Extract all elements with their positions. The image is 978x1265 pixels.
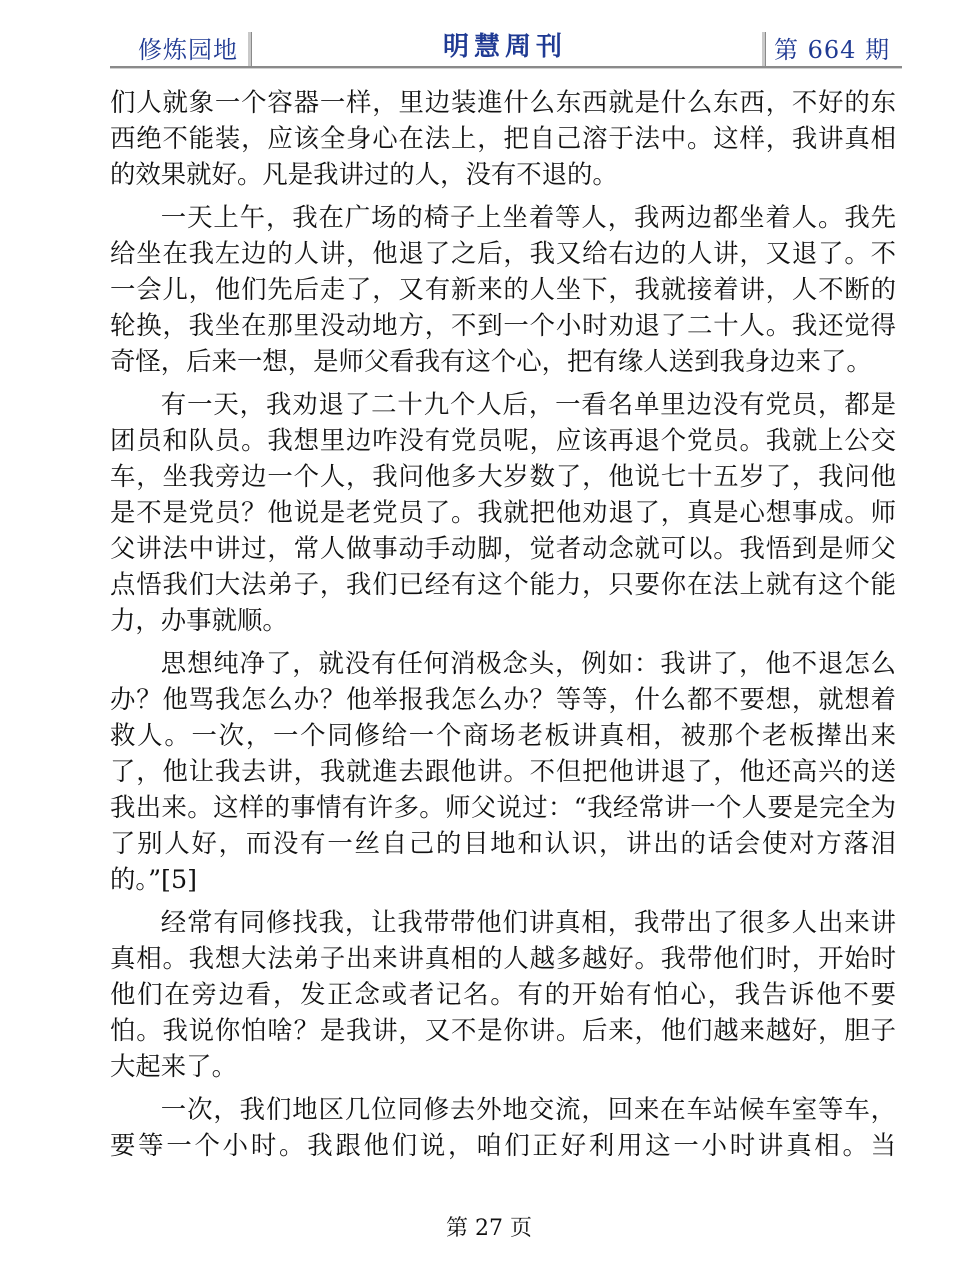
paragraph: 经常有同修找我，让我带带他们讲真相，我带出了很多人出来讲真相。我想大法弟子出来讲真相的人越多越好。我带他们时，开始时他们在旁边看，发正念或者记名。有的开始有怕心，我告诉他不要怕。我说你怕啥？是我讲，又不是你讲。后来，他们越来越好，胆子大起来了。 [110,907,896,1081]
paragraph: 一次，我们地区几位同修去外地交流，回来在车站候车室等车，要等一个小时。我跟他们说，咱们正好利用这一小时讲真相。当 [110,1094,896,1160]
paragraph: 们人就象一个容器一样，里边装進什么东西就是什么东西，不好的东西绝不能装，应该全身心在法上，把自己溶于法中。这样，我讲真相的效果就好。凡是我讲过的人，没有不退的。 [110,87,896,189]
paragraph: 有一天，我劝退了二十九个人后，一看名单里边没有党员，都是团员和队员。我想里边咋没有党员呢，应该再退个党员。我就上公交车，坐我旁边一个人，我问他多大岁数了，他说七十五岁了，我问他是不是党员？他说是老党员了。我就把他劝退了，真是心想事成。师父讲法中讲过，常人做事动手动脚，觉者动念就可以。我悟到是师父点悟我们大法弟子，我们已经有这个能力，只要你在法上就有这个能力，办事就顺。 [110,389,896,635]
paragraph: 思想纯净了，就没有任何消极念头，例如：我讲了，他不退怎么办？他骂我怎么办？他举报我怎么办？等等，什么都不要想，就想着救人。一次，一个同修给一个商场老板讲真相，被那个老板撵出来了，他让我去讲，我就進去跟他讲。不但把他讲退了，他还高兴的送我出来。这样的事情有许多。师父说过：“我经常讲一个人要是完全为了别人好，而没有一丝自己的目地和认识，讲出的话会使对方落泪的。”[5] [110,648,896,894]
issue-number: 第 664 期 [774,36,891,64]
header-rule [110,66,902,69]
article-body [110,84,896,1170]
page-header [110,22,900,68]
publication-title: 明慧周刊 [442,32,567,62]
header-divider-right [762,32,766,66]
paragraph: 一天上午，我在广场的椅子上坐着等人，我两边都坐着人。我先给坐在我左边的人讲，他退了之后，我又给右边的人讲，又退了。不一会儿，他们先后走了，又有新来的人坐下，我就接着讲，人不断的轮换，我坐在那里没动地方，不到一个小时劝退了二十人。我还觉得奇怪，后来一想，是师父看我有这个心，把有缘人送到我身边来了。 [110,202,896,376]
page-number: 第 27 页 [446,1216,532,1241]
section-title: 修炼园地 [138,36,238,64]
